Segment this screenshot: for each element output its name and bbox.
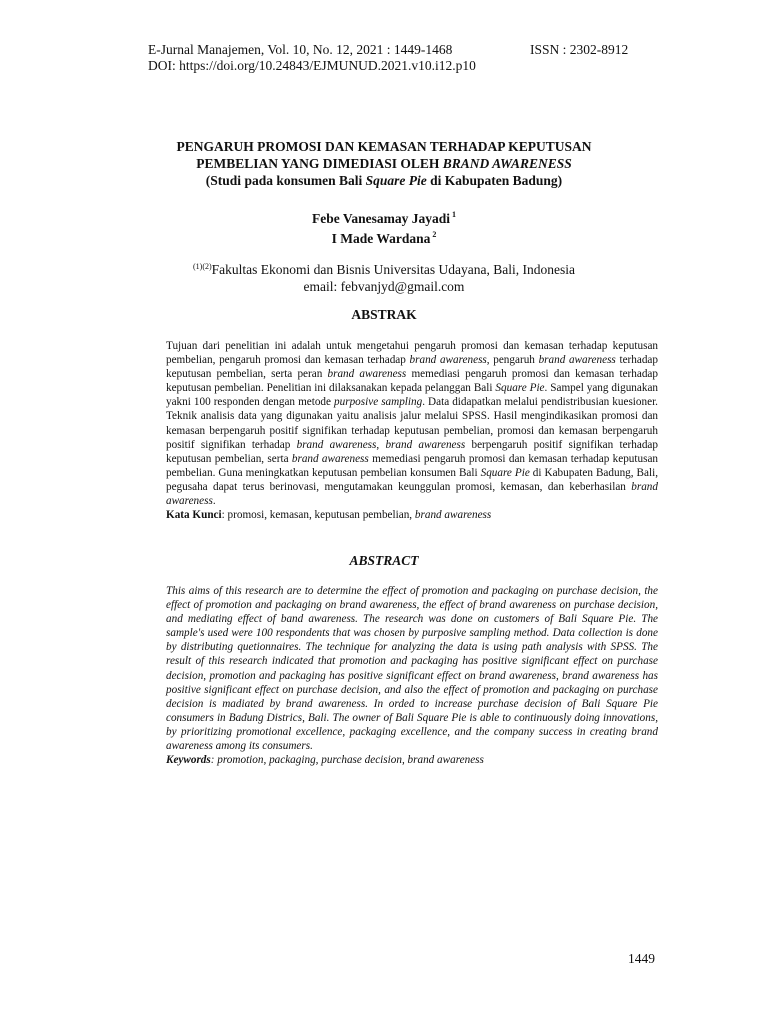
abstrak-keywords: Kata Kunci: promosi, kemasan, keputusan pembelian, brand awareness xyxy=(166,509,492,522)
page-number: 1449 xyxy=(628,951,655,966)
abstrak-body xyxy=(166,339,658,522)
title-line-1: PENGARUH PROMOSI DAN KEMASAN TERHADAP KEPUTUSAN xyxy=(176,139,592,154)
paper-title xyxy=(120,138,648,189)
abstract-body xyxy=(166,584,658,767)
author-list xyxy=(120,207,648,247)
author-2: I Made Wardana $^2$ xyxy=(331,230,437,246)
affiliation-marker: (1)(2) xyxy=(193,262,212,271)
author-1: Febe Vanesamay Jayadi $^1$ xyxy=(311,210,456,226)
author-email[interactable]: email: febvanjyd@gmail.com xyxy=(303,279,465,294)
affiliation-text: Fakultas Ekonomi dan Bisnis Universitas Udayana, Bali, Indonesia xyxy=(211,262,575,277)
journal-citation: E-Jurnal Manajemen, Vol. 10, No. 12, 2021 : 1449-1468 xyxy=(148,42,453,57)
title-line-2: PEMBELIAN YANG DIMEDIASI OLEH BRAND AWARENESS xyxy=(196,156,572,171)
abstrak-paragraph: Tujuan dari penelitian ini adalah untuk mengetahui pengaruh promosi dan kemasan terhadap keputusan pembelian, pengaruh promosi dan kemasan terhadap brand awareness, pengaruh brand awareness terhadap keputusan pembelian, serta peran brand awareness memediasi pengaruh promosi dan kemasan terhadap keputusan pembelian. Penelitian ini dilaksanakan kepada pelanggan Bali Square Pie. Sampel yang digunakan yakni 100 responden dengan metode purposive sampling. Data didapatkan melalui pendistribusian kuesioner. Teknik analisis data yang digunakan yaitu analisis jalur melalui SPSS. Hasil mengindikasikan promosi dan kemasan berpengaruh positif signifikan terhadap keputusan pembelian, promosi dan kemasan berpengaruh positif signifikan terhadap brand awareness, brand awareness berpengaruh positif signifikan terhadap keputusan pembelian, serta brand awareness memediasi pengaruh promosi dan kemasan terhadap keputusan pembelian. Guna meningkatkan keputusan pembelian konsumen Bali Square Pie di Kabupaten Badung, Bali, pegusaha dapat terus berinovasi, mengutamakan keunggulan promosi, kemasan, dan keberhasilan brand awareness. xyxy=(166,340,659,508)
running-header xyxy=(148,42,629,74)
abstract-paragraph: This aims of this research are to determine the effect of promotion and packaging on purchase decision, the effect of promotion and packaging on brand awareness, the effect of brand awareness on purchase decision, and mediating effect of band awareness. The research was done on customers of Bali Square Pie. The sample's used were 100 respondents that was chosen by purposive sampling method. Data collection is done by distributing quetionnaires. The technique for analyzing the data is using path analysis with SPSS. The result of this research indicated that promotion and packaging has positive significant effect on purchase decision, promotion and packaging has positive significant effect on brand awareness, brand awareness has positive significant effect on purchase decision, and also the effect of promotion and packaging on purchase decision is madiated by brand awareness. In orded to increase purchase decision of Bali Square Pie consumers in Badung Districs, Bali. The owner of Bali Square Pie is able to continuously doing innovations, by prioritizing promotional excellence, packaging excellence, and the company success in creating brand awareness among its consumers. xyxy=(166,585,658,753)
doi-link[interactable]: DOI: https://doi.org/10.24843/EJMUNUD.2021.v10.i12.p10 xyxy=(148,58,476,73)
abstrak-heading: ABSTRAK xyxy=(351,307,417,322)
abstract-heading: ABSTRACT xyxy=(349,553,419,568)
issn: ISSN : 2302-8912 xyxy=(530,42,629,57)
abstract-keywords: Keywords: promotion, packaging, purchase decision, brand awareness xyxy=(166,754,484,767)
title-line-3: (Studi pada konsumen Bali Square Pie di Kabupaten Badung) xyxy=(205,173,563,188)
affiliation xyxy=(100,258,668,295)
